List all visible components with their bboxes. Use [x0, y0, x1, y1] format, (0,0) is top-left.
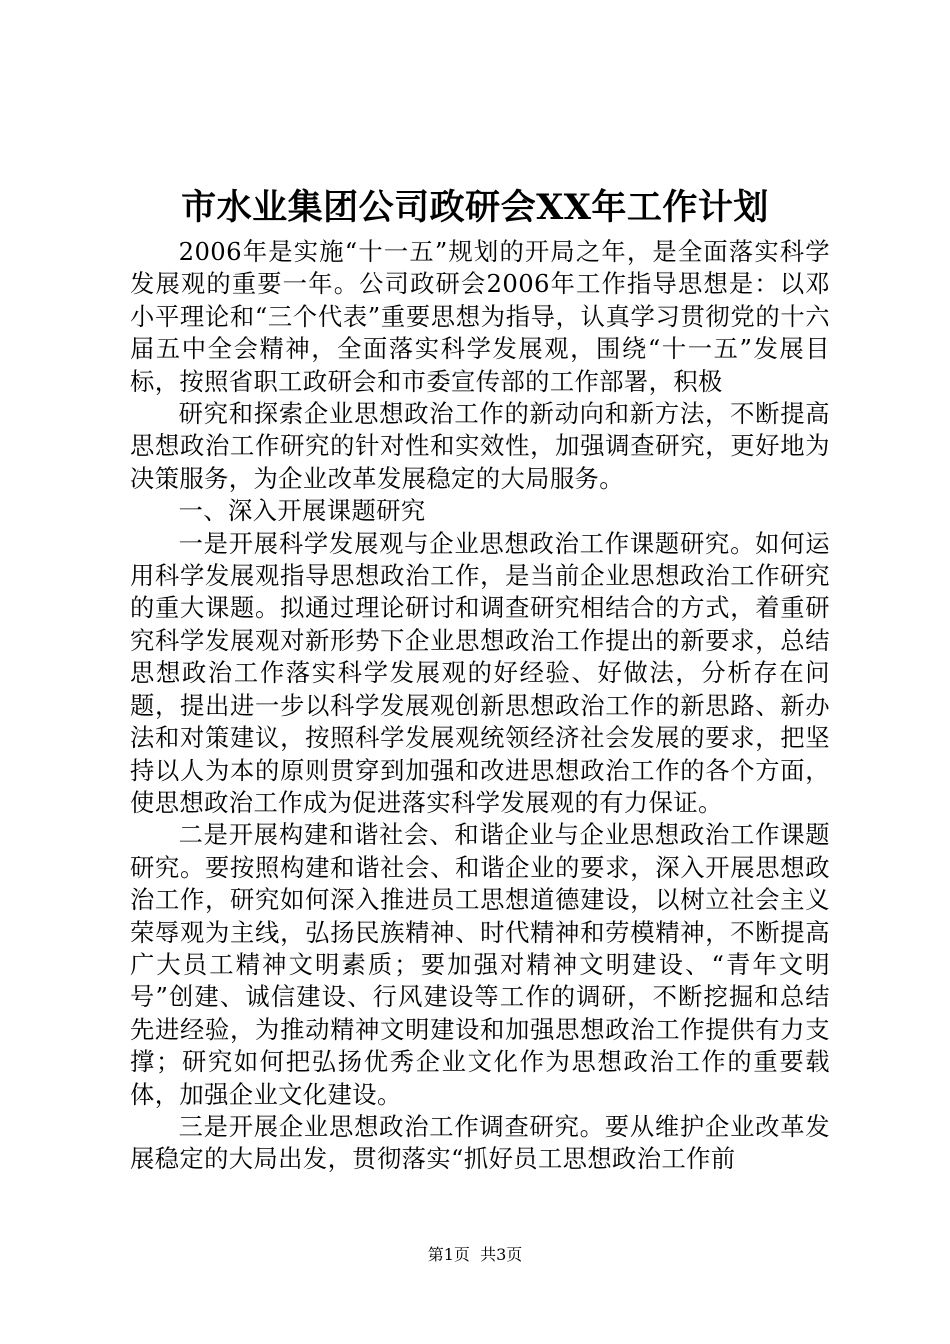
paragraph-item-one: 一是开展科学发展观与企业思想政治工作课题研究。如何运用科学发展观指导思想政治工作，是当前企业思想政治工作研究的重大课题。拟通过理论研讨和调查研究相结合的方式，着重研究科学发展观对新形势下企业思想政治工作提出的新要求，总结思想政治工作落实科学发展观的好经验、好做法，分析存在问题，提出进一步以科学发展观创新思想政治工作的新思路、新办法和对策建议，按照科学发展观统领经济社会发展的要求，把坚持以人为本的原则贯穿到加强和改进思想政治工作的各个方面，使思想政治工作成为促进落实科学发展观的有力保证。 [130, 528, 830, 817]
paragraph-item-three: 三是开展企业思想政治工作调查研究。要从维护企业改革发展稳定的大局出发，贯彻落实“抓好员工思想政治工作前 [130, 1111, 830, 1174]
document-body [130, 236, 830, 1176]
page-footer [0, 1244, 950, 1266]
paragraph-intro: 2006年是实施“十一五”规划的开局之年，是全面落实科学发展观的重要一年。公司政研会2006年工作指导思想是：以邓小平理论和“三个代表”重要思想为指导，认真学习贯彻党的十六届五中全会精神，全面落实科学发展观，围绕“十一五”发展目标，按照省职工政研会和市委宣传部的工作部署，积极 [130, 237, 830, 396]
paragraph-research: 研究和探索企业思想政治工作的新动向和新方法，不断提高思想政治工作研究的针对性和实效性，加强调查研究，更好地为决策服务，为企业改革发展稳定的大局服务。 [130, 399, 830, 493]
document-title: 市水业集团公司政研会XX年工作计划 [181, 187, 769, 228]
page-number: 第1页 [427, 1245, 470, 1264]
page-total: 共3页 [480, 1245, 523, 1264]
section-heading: 一、深入开展课题研究 [178, 496, 426, 526]
paragraph-item-two: 二是开展构建和谐社会、和谐企业与企业思想政治工作课题研究。要按照构建和谐社会、和谐企业的要求，深入开展思想政治工作，研究如何深入推进员工思想道德建设，以树立社会主义荣辱观为主线，弘扬民族精神、时代精神和劳模精神，不断提高广大员工精神文明素质；要加强对精神文明建设、“青年文明号”创建、诚信建设、行风建设等工作的调研，不断挖掘和总结先进经验，为推动精神文明建设和加强思想政治工作提供有力支撑；研究如何把弘扬优秀企业文化作为思想政治工作的重要载体，加强企业文化建设。 [130, 820, 830, 1109]
